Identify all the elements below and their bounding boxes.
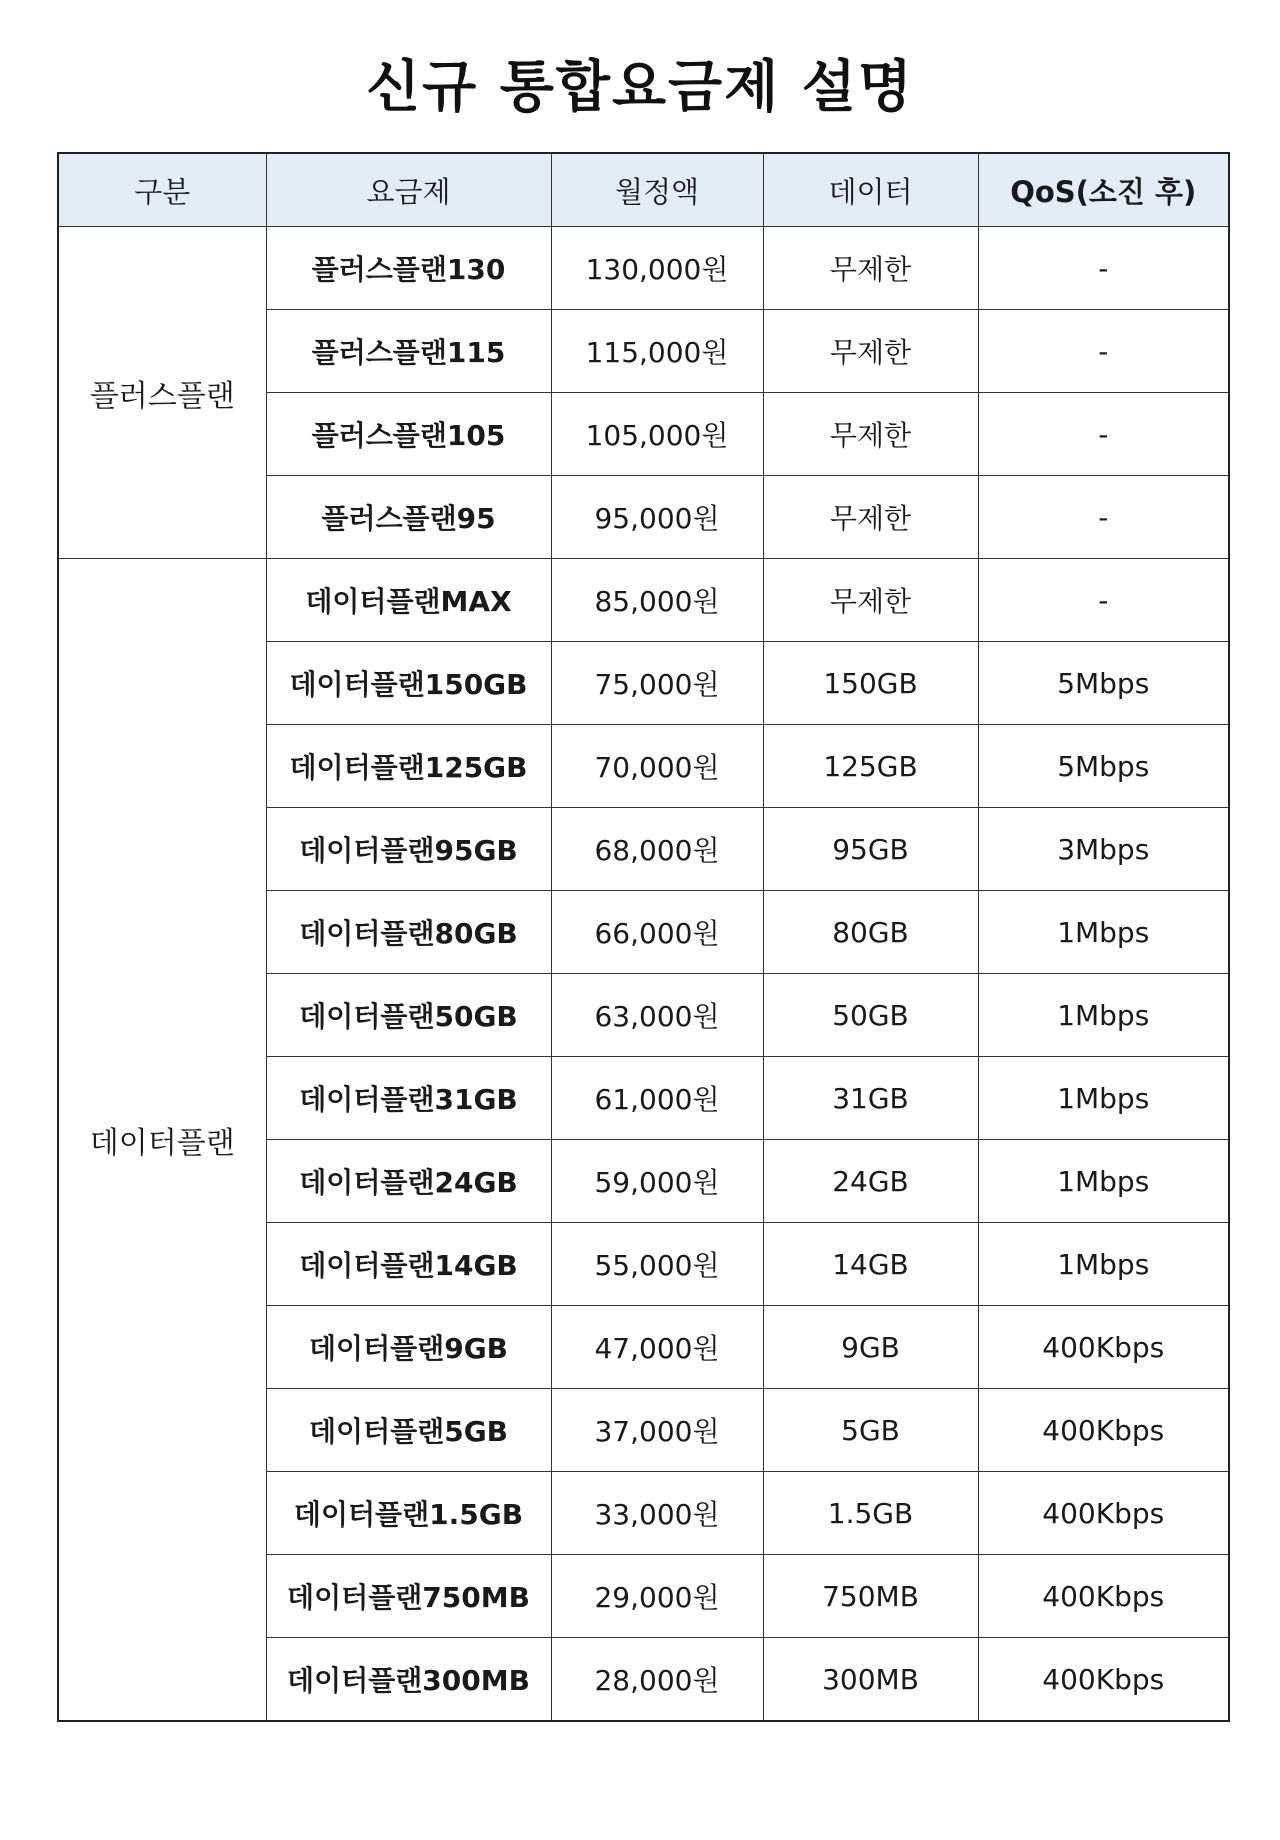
plan-name-cell: 데이터플랜31GB: [266, 1057, 551, 1140]
table-row: [58, 559, 1229, 642]
data-cell: 31GB: [763, 1057, 978, 1140]
price-cell: 55,000원: [551, 1223, 763, 1306]
qos-cell: 400Kbps: [978, 1472, 1229, 1555]
price-cell: 28,000원: [551, 1638, 763, 1722]
data-cell: 80GB: [763, 891, 978, 974]
price-cell: 95,000원: [551, 476, 763, 559]
page-title: 신규 통합요금제 설명: [366, 55, 914, 120]
qos-cell: -: [978, 476, 1229, 559]
price-cell: 115,000원: [551, 310, 763, 393]
header-data: 데이터: [763, 153, 978, 227]
table-body: [58, 227, 1229, 1722]
qos-cell: 1Mbps: [978, 1223, 1229, 1306]
plan-name-cell: 데이터플랜1.5GB: [266, 1472, 551, 1555]
plan-name-cell: 데이터플랜95GB: [266, 808, 551, 891]
header-qos: QoS(소진 후): [978, 153, 1229, 227]
price-cell: 105,000원: [551, 393, 763, 476]
qos-cell: 400Kbps: [978, 1555, 1229, 1638]
qos-cell: 1Mbps: [978, 1140, 1229, 1223]
price-cell: 75,000원: [551, 642, 763, 725]
price-cell: 63,000원: [551, 974, 763, 1057]
qos-cell: 400Kbps: [978, 1306, 1229, 1389]
plan-name-cell: 데이터플랜125GB: [266, 725, 551, 808]
data-cell: 300MB: [763, 1638, 978, 1722]
qos-cell: -: [978, 393, 1229, 476]
qos-cell: 400Kbps: [978, 1389, 1229, 1472]
data-cell: 무제한: [763, 559, 978, 642]
data-cell: 1.5GB: [763, 1472, 978, 1555]
data-cell: 95GB: [763, 808, 978, 891]
plan-table: [57, 152, 1230, 1722]
qos-cell: 1Mbps: [978, 1057, 1229, 1140]
qos-cell: 1Mbps: [978, 891, 1229, 974]
price-cell: 130,000원: [551, 227, 763, 310]
table-row: [58, 227, 1229, 310]
price-cell: 29,000원: [551, 1555, 763, 1638]
plan-name-cell: 데이터플랜24GB: [266, 1140, 551, 1223]
category-cell: 플러스플랜: [58, 227, 266, 559]
header-monthly: 월정액: [551, 153, 763, 227]
qos-cell: 1Mbps: [978, 974, 1229, 1057]
plan-name-cell: 데이터플랜50GB: [266, 974, 551, 1057]
category-cell: 데이터플랜: [58, 559, 266, 1722]
price-cell: 85,000원: [551, 559, 763, 642]
data-cell: 무제한: [763, 310, 978, 393]
qos-cell: 5Mbps: [978, 642, 1229, 725]
qos-cell: 5Mbps: [978, 725, 1229, 808]
header-plan: 요금제: [266, 153, 551, 227]
price-cell: 37,000원: [551, 1389, 763, 1472]
price-cell: 33,000원: [551, 1472, 763, 1555]
plan-name-cell: 데이터플랜14GB: [266, 1223, 551, 1306]
data-cell: 9GB: [763, 1306, 978, 1389]
data-cell: 50GB: [763, 974, 978, 1057]
table-header: [58, 153, 1229, 227]
plan-name-cell: 데이터플랜300MB: [266, 1638, 551, 1722]
qos-cell: 3Mbps: [978, 808, 1229, 891]
plan-name-cell: 플러스플랜95: [266, 476, 551, 559]
data-cell: 무제한: [763, 227, 978, 310]
plan-name-cell: 데이터플랜80GB: [266, 891, 551, 974]
plan-name-cell: 데이터플랜150GB: [266, 642, 551, 725]
plan-name-cell: 데이터플랜750MB: [266, 1555, 551, 1638]
plan-name-cell: 데이터플랜9GB: [266, 1306, 551, 1389]
plan-name-cell: 플러스플랜130: [266, 227, 551, 310]
data-cell: 5GB: [763, 1389, 978, 1472]
price-cell: 68,000원: [551, 808, 763, 891]
price-cell: 47,000원: [551, 1306, 763, 1389]
qos-cell: 400Kbps: [978, 1638, 1229, 1722]
data-cell: 무제한: [763, 476, 978, 559]
data-cell: 125GB: [763, 725, 978, 808]
data-cell: 14GB: [763, 1223, 978, 1306]
header-row: [58, 153, 1229, 227]
price-cell: 70,000원: [551, 725, 763, 808]
qos-cell: -: [978, 559, 1229, 642]
price-cell: 66,000원: [551, 891, 763, 974]
plan-name-cell: 데이터플랜MAX: [266, 559, 551, 642]
data-cell: 150GB: [763, 642, 978, 725]
header-category: 구분: [58, 153, 266, 227]
plan-name-cell: 플러스플랜105: [266, 393, 551, 476]
price-cell: 59,000원: [551, 1140, 763, 1223]
data-cell: 무제한: [763, 393, 978, 476]
data-cell: 24GB: [763, 1140, 978, 1223]
plan-name-cell: 플러스플랜115: [266, 310, 551, 393]
plan-name-cell: 데이터플랜5GB: [266, 1389, 551, 1472]
qos-cell: -: [978, 227, 1229, 310]
qos-cell: -: [978, 310, 1229, 393]
price-cell: 61,000원: [551, 1057, 763, 1140]
data-cell: 750MB: [763, 1555, 978, 1638]
